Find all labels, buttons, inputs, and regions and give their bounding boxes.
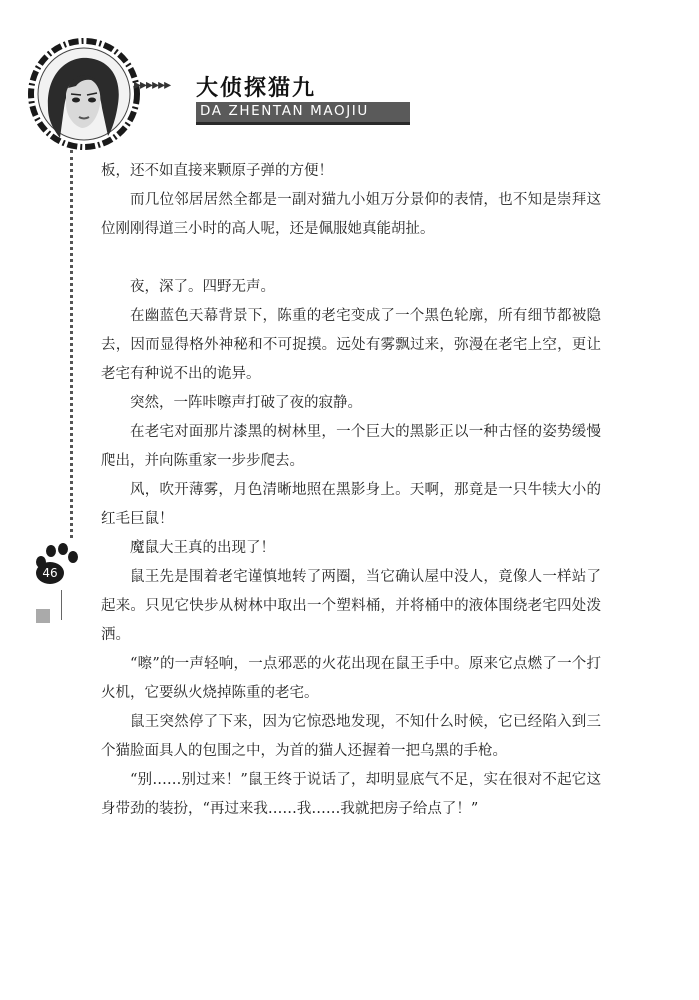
paragraph: “嚓”的一声轻响，一点邪恶的火花出现在鼠王手中。原来它点燃了一个打火机，它要纵火烧掉陈重的老宅。 [101, 656, 601, 701]
paragraph: 鼠王突然停了下来，因为它惊恐地发现，不知什么时候，它已经陷入到三个猫脸面具人的包围之中，为首的猫人还握着一把乌黑的手枪。 [101, 714, 601, 759]
header-arrows: ▸▸▸▸▸▸ [134, 77, 171, 93]
paragraph: 板，还不如直接来颗原子弹的方便！ [101, 163, 333, 179]
body-text [101, 157, 601, 824]
paragraph: 在老宅对面那片漆黑的树林里，一个巨大的黑影正以一种古怪的姿势缓慢爬出，并向陈重家一步步爬去。 [101, 424, 601, 469]
series-subtitle: DA ZHENTAN MAOJIU [200, 103, 369, 119]
series-title: 大侦探猫九 [196, 76, 317, 101]
margin-dotted-line [70, 150, 73, 538]
margin-square-mark [36, 609, 50, 623]
paragraph: 风，吹开薄雾，月色清晰地照在黑影身上。天啊，那竟是一只牛犊大小的红毛巨鼠！ [101, 482, 601, 527]
girl-portrait-icon [28, 38, 140, 150]
paragraph: 在幽蓝色天幕背景下，陈重的老宅变成了一个黑色轮廓，所有细节都被隐去，因而显得格外神秘和不可捉摸。远处有雾飘过来，弥漫在老宅上空，更让老宅有种说不出的诡异。 [101, 308, 601, 382]
paragraph: “别……别过来！”鼠王终于说话了，却明显底气不足，实在很对不起它这身带劲的装扮，“再过来我……我……我就把房子给点了！” [101, 772, 601, 817]
paragraph: 突然，一阵咔嚓声打破了夜的寂静。 [130, 395, 362, 411]
paragraph: 夜，深了。四野无声。 [130, 279, 275, 295]
paragraph: 鼠王先是围着老宅谨慎地转了两圈，当它确认屋中没人，竟像人一样站了起来。只见它快步从树林中取出一个塑料桶，并将桶中的液体围绕老宅四处泼洒。 [101, 569, 601, 643]
margin-thin-line [61, 590, 62, 620]
page-number: 46 [42, 566, 58, 580]
paragraph-gap [101, 244, 601, 273]
paragraph: 魔鼠大王真的出现了！ [130, 540, 275, 556]
paragraph: 而几位邻居居然全都是一副对猫九小姐万分景仰的表情，也不知是崇拜这位刚刚得道三小时的高人呢，还是佩服她真能胡扯。 [101, 192, 601, 237]
